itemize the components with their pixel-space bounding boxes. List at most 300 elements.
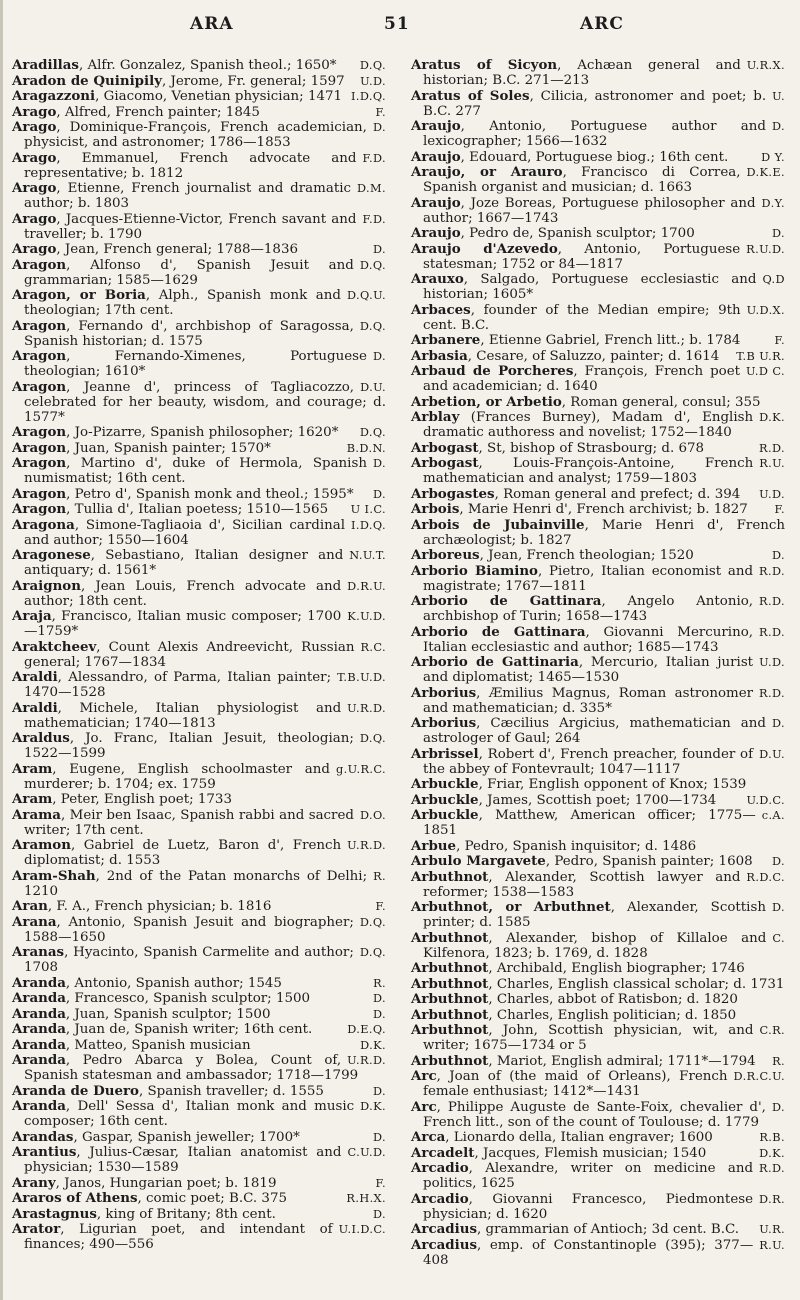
source-codes: D. [771, 549, 785, 562]
source-codes: D. [372, 1084, 386, 1098]
entry-name: Arbogast [411, 439, 479, 456]
source-codes: D.Q. [359, 946, 386, 959]
source-codes: U.R.D. [347, 839, 386, 852]
entry-text: , Ligurian poet, and intendant of finances; 490—556 [24, 1222, 333, 1252]
entry-name: Arbois [411, 501, 460, 517]
entry-name: Aratus of Soles [411, 87, 530, 104]
dictionary-entry [411, 747, 785, 777]
entry-name: Araignon [12, 577, 81, 594]
entry-text: , Marie Henri d', French archæologist; b. 1827 [423, 517, 785, 548]
entry-name: Araujo, or Arauro [411, 164, 563, 180]
source-codes: F. [375, 1176, 386, 1190]
source-codes: C.U.D. [347, 1146, 386, 1159]
dictionary-entry [12, 808, 386, 838]
entry-name: Arbue [411, 837, 457, 854]
dictionary-entry [411, 333, 785, 348]
source-codes: Q.D [762, 273, 785, 286]
source-codes: D.U. [759, 747, 785, 761]
entry-text: , Giovanni Mercurino, Italian ecclesiastic and author; 1685—1743 [423, 624, 754, 655]
dictionary-entry [12, 915, 386, 945]
entry-text: , Alexandre, writer on medicine and politics, 1625 [423, 1161, 754, 1191]
entry-name: Arbois de Jubainville [411, 516, 585, 533]
entry-name: Aragon [12, 348, 67, 364]
dictionary-entry [12, 151, 386, 181]
dictionary-entry [12, 991, 386, 1006]
entry-name: Arbulo Margavete [411, 853, 546, 869]
source-codes: F.D. [362, 151, 386, 165]
dictionary-entry [411, 272, 785, 302]
dictionary-entry [411, 364, 785, 394]
entry-text: , Salgado, Portuguese ecclesiastic and historian; 1605* [423, 272, 757, 302]
entry-name: Aranda [12, 1021, 66, 1037]
dictionary-entry [411, 1130, 785, 1145]
source-codes: T.B U.R. [736, 349, 785, 363]
entry-text: , Antonio, Portuguese author and lexicographer; 1566—1632 [423, 119, 766, 149]
source-codes: D. [372, 992, 386, 1005]
dictionary-entry [411, 961, 785, 976]
dictionary-entry [411, 1146, 785, 1161]
source-codes: R.H.X. [346, 1192, 386, 1205]
entry-name: Arany [12, 1174, 56, 1191]
dictionary-entry [411, 196, 785, 226]
entry-text: , Edouard, Portuguese biog.; 16th cent. [460, 149, 729, 165]
entry-name: Arborio de Gattinara [411, 623, 586, 640]
entry-name: Arcadius [411, 1221, 477, 1237]
source-codes: D. [771, 717, 785, 730]
source-codes: D.K. [360, 1100, 386, 1113]
entry-name: Araros of Athens [12, 1190, 138, 1206]
dictionary-entry [12, 640, 386, 670]
entry-name: Aragazzoni [12, 88, 96, 104]
entry-name: Araldus [12, 730, 70, 746]
entry-name: Aranda de Duero [12, 1082, 139, 1099]
running-header [0, 14, 800, 44]
entry-text: , Jean, French general; 1788—1836 [56, 242, 298, 257]
source-codes: U.D.C. [746, 793, 785, 807]
source-codes: D.Q. [359, 319, 386, 333]
source-codes: D.R. [759, 1192, 785, 1206]
dictionary-entry [12, 425, 386, 440]
entry-text: , Tullia d', Italian poetess; 1510—1565 [66, 502, 329, 517]
entry-text: , Jacques-Etienne-Victor, French savant and traveller; b. 1790 [24, 211, 357, 242]
source-codes: F.D. [362, 212, 386, 226]
entry-text: , Antonio, Spanish Jesuit and biographer; 1588—1650 [24, 914, 354, 945]
dictionary-entry [411, 931, 785, 961]
entry-name: Arator [12, 1221, 61, 1237]
dictionary-entry [411, 625, 785, 655]
source-codes: D.Y. [761, 196, 785, 210]
entry-text: , Hyacinto, Spanish Carmelite and author; 1708 [24, 945, 354, 975]
dictionary-entry [411, 119, 785, 149]
entry-name: Araldi [12, 699, 58, 716]
entry-name: Arbuckle [411, 807, 479, 823]
source-codes: D.K. [759, 411, 785, 424]
entry-name: Aram-Shah [12, 867, 96, 884]
entry-text: , Simone-Tagliaoia d', Sicilian cardinal and author; 1550—1604 [24, 517, 345, 548]
entry-name: Aratus of Sicyon [411, 57, 558, 73]
entry-text: , Pietro, Italian economist and magistrate; 1767—1811 [423, 563, 754, 594]
dictionary-entry [12, 869, 386, 899]
entry-name: Arbasia [411, 347, 468, 364]
source-codes: R.U.D. [746, 242, 785, 256]
source-codes: U.D. [360, 74, 386, 88]
dictionary-entry [411, 1238, 785, 1268]
dictionary-entry [12, 120, 386, 150]
dictionary-entry [411, 303, 785, 333]
entry-text: , Gabriel de Luetz, Baron d', French diplomatist; d. 1553 [24, 838, 342, 868]
entry-name: Arantius [12, 1144, 77, 1160]
source-codes: D. [372, 1007, 386, 1021]
dictionary-entry [12, 731, 386, 761]
dictionary-entry [411, 456, 785, 486]
dictionary-entry [12, 1022, 386, 1037]
entry-text: , Juan, Spanish painter; 1570* [66, 440, 271, 456]
entry-text: , Dominique-François, French academician, physicist, and astronomer; 1786—1853 [24, 120, 367, 150]
source-codes: C.R. [759, 1024, 785, 1037]
entry-text: , Michele, Italian physiologist and mathematician; 1740—1813 [24, 700, 342, 731]
entry-name: Aranda [12, 1052, 66, 1068]
source-codes: D. [372, 350, 386, 363]
dictionary-entry [411, 839, 785, 854]
source-codes: R.D. [759, 625, 785, 639]
entry-name: Araujo [411, 118, 461, 134]
entry-name: Arago [12, 119, 57, 135]
entry-text: , Jo. Franc, Italian Jesuit, theologian; 1522—1599 [24, 731, 354, 761]
entry-name: Arbuthnot [411, 1006, 489, 1023]
entry-text: , Francisco di Correa, Spanish organist and musician; d. 1663 [423, 165, 741, 195]
source-codes: D.K.E. [746, 166, 785, 179]
entry-text: , Marie Henri d', French archivist; b. 1827 [459, 502, 748, 517]
entry-text: , Count Alexis Andreevicht, Russian general; 1767—1834 [24, 639, 355, 670]
source-codes: B.D.N. [346, 441, 386, 455]
source-codes: R.D. [759, 441, 785, 455]
entry-name: Arago [12, 149, 57, 166]
entry-text: , Giovanni Francesco, Piedmontese physician; d. 1620 [423, 1191, 754, 1222]
entry-name: Arago [12, 103, 57, 120]
header-right-guide: ARC [580, 14, 624, 34]
entry-name: Arbaces [411, 301, 471, 318]
entry-name: Arca [411, 1129, 446, 1145]
source-codes: I.D.Q. [351, 90, 386, 103]
entry-text: , Alfr. Gonzalez, Spanish theol.; 1650* [78, 58, 337, 73]
dictionary-entry [411, 441, 785, 456]
entry-name: Araja [12, 608, 52, 624]
entry-name: Arblay [411, 409, 460, 425]
dictionary-entry [411, 793, 785, 808]
source-codes: F. [375, 105, 386, 119]
dictionary-entry [12, 319, 386, 349]
entry-text: , Francisco, Italian music composer; 1700—1759* [24, 609, 342, 639]
entry-name: Aragon [12, 256, 67, 273]
entry-name: Araujo [411, 225, 461, 241]
entry-text: , Charles, English politician; d. 1850 [488, 1007, 737, 1023]
dictionary-entry [411, 502, 785, 517]
dictionary-entry [411, 686, 785, 716]
entry-name: Arbuthnot [411, 991, 489, 1007]
entry-name: Arborio de Gattinara [411, 593, 602, 609]
entry-text: , Alfonso d', Spanish Jesuit and grammarian; 1585—1629 [24, 257, 354, 288]
page-number: 51 [384, 14, 410, 34]
entry-text: , founder of the Median empire; 9th cent. B.C. [423, 302, 741, 333]
dictionary-entry [12, 1176, 386, 1191]
entry-text: , Matthew, American officer; 1775—1851 [423, 808, 756, 838]
entry-text: , Alexander, Scottish lawyer and reformer; 1538—1583 [423, 869, 741, 900]
source-codes: C. [772, 931, 785, 945]
dictionary-entry [411, 395, 785, 410]
entry-name: Arbuthnot [411, 960, 489, 976]
entry-name: Aram [12, 760, 53, 777]
entry-text: , Joan of (the maid of Orleans), French female enthusiast; 1412*—1431 [423, 1069, 728, 1099]
source-codes: D.Q. [359, 915, 386, 929]
source-codes: g.U.R.C. [335, 762, 386, 776]
entry-text: , St, bishop of Strasbourg; d. 678 [478, 440, 705, 456]
dictionary-entry [411, 487, 785, 502]
source-codes: D. [771, 855, 785, 868]
source-codes: U.R. [759, 1223, 785, 1236]
entry-name: Aranda [12, 1098, 66, 1114]
source-codes: c.A. [761, 809, 785, 822]
entry-name: Aranda [12, 990, 66, 1006]
dictionary-entry [411, 165, 785, 195]
source-codes: D. [372, 487, 386, 501]
entry-name: Arbuthnot [411, 929, 489, 946]
dictionary-entry [411, 1054, 785, 1069]
dictionary-entry [12, 945, 386, 975]
source-codes: D. [372, 1207, 386, 1221]
source-codes: R.U. [759, 1238, 785, 1252]
dictionary-entry [12, 899, 386, 914]
source-codes: F. [375, 900, 386, 913]
entry-name: Aramon [12, 837, 71, 853]
right-column [411, 58, 785, 1268]
dictionary-entry [411, 226, 785, 241]
dictionary-entry [12, 838, 386, 868]
source-codes: R.C. [360, 640, 386, 654]
entry-text: , Robert d', French preacher, founder of the abbey of Fontevrault; 1047—1117 [423, 746, 754, 777]
entry-text: , Cilicia, astronomer and poet; b. B.C. 277 [423, 88, 767, 119]
entry-name: Arbuthnot, or Arbuthnet [411, 899, 611, 915]
entry-name: Aragon [12, 317, 67, 334]
entry-name: Arbetion, or Arbetio [411, 393, 562, 410]
entry-text: , Archibald, English biographer; 1746 [488, 961, 745, 976]
entry-text: , Alessandro, of Parma, Italian painter; 1470—1528 [24, 670, 332, 700]
source-codes: R.D. [759, 686, 785, 700]
source-codes: D.Q. [359, 732, 386, 745]
entry-name: Arbuthnot [411, 975, 489, 992]
entry-text: , Lionardo della, Italian engraver; 1600 [445, 1130, 713, 1145]
source-codes: F. [774, 503, 785, 516]
dictionary-entry [12, 288, 386, 318]
entry-name: Araldi [12, 669, 58, 685]
dictionary-entry [411, 854, 785, 869]
entry-name: Aranda [12, 974, 66, 991]
entry-name: Arbrissel [411, 745, 479, 762]
entry-name: Aranas [12, 944, 65, 960]
entry-text: , Jean, French theologian; 1520 [479, 548, 694, 563]
dictionary-entry [12, 792, 386, 807]
entry-name: Aragon [12, 501, 67, 517]
dictionary-entry [411, 1222, 785, 1237]
entry-text: , Charles, abbot of Ratisbon; d. 1820 [488, 992, 738, 1007]
entry-name: Arandas [12, 1128, 74, 1145]
entry-name: Aram [12, 791, 53, 807]
entry-text: , Roman general, consul; 355 [561, 394, 761, 410]
entry-text: , Martino d', duke of Hermola, Spanish numismatist; 16th cent. [24, 456, 367, 486]
dictionary-entry [411, 564, 785, 594]
dictionary-entry [411, 655, 785, 685]
entry-text: , Pedro, Spanish painter; 1608 [545, 854, 753, 869]
source-codes: D. [372, 121, 386, 134]
entry-text: , Pedro, Spanish inquisitor; d. 1486 [456, 838, 697, 854]
dictionary-entry [12, 258, 386, 288]
entry-text: , Jerome, Fr. general; 1597 [161, 73, 345, 89]
entry-text: , François, French poet and academician; d. 1640 [423, 364, 741, 394]
entry-name: Arbaud de Porcheres [411, 363, 574, 379]
source-codes: U.D. [759, 656, 785, 669]
source-codes: D.E.Q. [347, 1023, 386, 1036]
dictionary-entry [12, 1130, 386, 1145]
entry-name: Aranda [12, 1005, 66, 1022]
source-codes: D.R.C.U. [733, 1070, 785, 1083]
entry-text: , Achæan general and historian; B.C. 271—213 [423, 58, 741, 88]
source-codes: D.M. [356, 182, 386, 195]
entry-text: , Julius-Cæsar, Italian anatomist and physician; 1530—1589 [24, 1145, 342, 1175]
entry-name: Arc [411, 1068, 437, 1084]
entry-text: , Etienne, French journalist and dramatic author; b. 1803 [24, 181, 351, 211]
entry-name: Araktcheev [12, 638, 97, 655]
entry-name: Arbogastes [411, 485, 495, 502]
source-codes: R.D.C. [746, 870, 785, 884]
entry-text: , Emmanuel, French advocate and representative; b. 1812 [24, 150, 357, 181]
entry-text: , Alfred, French painter; 1845 [56, 104, 260, 120]
source-codes: U I.C. [350, 503, 386, 516]
entry-text: , Pedro Abarca y Bolea, Count of, Spanish statesman and ambassador; 1718—1799 [24, 1053, 359, 1083]
entry-text: , Matteo, Spanish musician [65, 1037, 251, 1053]
source-codes: D.Q. [359, 426, 386, 439]
dictionary-entry [12, 181, 386, 211]
entry-text: , king of Britany; 8th cent. [96, 1206, 276, 1222]
dictionary-entry [411, 977, 785, 992]
dictionary-entry [12, 548, 386, 578]
entry-name: Araujo d'Azevedo [411, 240, 558, 257]
entry-text: , Antonio, Portuguese statesman; 1752 or 84—1817 [423, 241, 741, 272]
source-codes: U. [772, 89, 785, 103]
source-codes: T.B.U.D. [337, 671, 386, 684]
source-codes: R. [373, 976, 386, 990]
source-codes: U.D C. [746, 365, 785, 378]
entry-name: Arborio de Gattinaria [411, 654, 579, 670]
source-codes: U.D.X. [746, 303, 785, 317]
entry-text: , Etienne Gabriel, French litt.; b. 1784 [480, 333, 741, 348]
source-codes: U.R.D. [347, 701, 386, 715]
entry-name: Aragon [12, 378, 67, 395]
source-codes: D. [771, 901, 785, 914]
entry-name: Aradillas [12, 57, 79, 73]
source-codes: D. [771, 1100, 785, 1114]
entry-text: , F. A., French physician; b. 1816 [47, 899, 272, 914]
dictionary-entry [12, 212, 386, 242]
entry-name: Aragona [12, 516, 75, 533]
entry-name: Arboreus [411, 547, 480, 563]
dictionary-entry [411, 518, 785, 548]
entry-name: Arauxo [411, 271, 464, 287]
left-column [12, 58, 386, 1253]
source-codes: D.O. [359, 808, 386, 822]
source-codes: R.D. [759, 564, 785, 578]
dictionary-entry [411, 777, 785, 792]
dictionary-entry [12, 380, 386, 425]
source-codes: D.U. [360, 380, 386, 394]
dictionary-entry [12, 1222, 386, 1252]
dictionary-entry [411, 1008, 785, 1023]
dictionary-entry [12, 487, 386, 502]
dictionary-entry [411, 1069, 785, 1099]
entry-text: , Alexander, bishop of Killaloe and Kilfenora, 1823; b. 1769, d. 1828 [423, 930, 767, 961]
entry-name: Arborio Biamino [411, 562, 538, 579]
entry-text: , Spanish traveller; d. 1555 [138, 1083, 324, 1099]
source-codes: R. [373, 869, 386, 883]
source-codes: D.Q. [359, 59, 386, 72]
dictionary-entry [12, 518, 386, 548]
dictionary-entry [12, 762, 386, 792]
entry-text: , Jeanne d', princess of Tagliacozzo, celebrated for her beauty, wisdom, and courage; d. 1577* [24, 379, 386, 425]
source-codes: D. [372, 457, 386, 470]
dictionary-entry [12, 89, 386, 104]
source-codes: R.D. [759, 1162, 785, 1175]
dictionary-entry [12, 1207, 386, 1222]
dictionary-entry [12, 74, 386, 89]
dictionary-entry [411, 1023, 785, 1053]
entry-name: Aragonese [12, 547, 91, 563]
dictionary-entry [411, 992, 785, 1007]
source-codes: D. [372, 1130, 386, 1144]
page-edge [0, 0, 3, 1300]
entry-name: Arbuckle [411, 791, 479, 808]
source-codes: D.Q. [359, 258, 386, 272]
source-codes: D Y. [761, 150, 785, 164]
source-codes: R.D. [759, 595, 785, 608]
dictionary-entry [411, 349, 785, 364]
entry-text: , Jo-Pizarre, Spanish philosopher; 1620* [66, 425, 339, 440]
entry-text: , Angelo Antonio, archbishop of Turin; 1658—1743 [423, 594, 754, 624]
dictionary-entry [411, 594, 785, 624]
entry-name: Arbuckle [411, 776, 479, 792]
entry-text: , Alph., Spanish monk and theologian; 17th cent. [24, 288, 341, 318]
entry-text: , Pedro de, Spanish sculptor; 1700 [460, 226, 695, 241]
entry-text: , Juan, Spanish sculptor; 1500 [65, 1006, 271, 1022]
entry-text: , Louis-François-Antoine, French mathematician and analyst; 1759—1803 [423, 456, 754, 486]
entry-text: , Janos, Hungarian poet; b. 1819 [55, 1175, 277, 1191]
entry-text: , Petro d', Spanish monk and theol.; 1595* [66, 486, 354, 502]
dictionary-entry [12, 579, 386, 609]
entry-text: , Juan de, Spanish writer; 16th cent. [65, 1022, 313, 1037]
entry-text: , Jacques, Flemish musician; 1540 [474, 1145, 707, 1161]
source-codes: D. [771, 227, 785, 240]
entry-text: , John, Scottish physician, wit, and writer; 1675—1734 or 5 [423, 1023, 754, 1053]
dictionary-entry [411, 89, 785, 119]
entry-name: Arago [12, 210, 57, 227]
entry-name: Arbanere [411, 332, 481, 348]
entry-text: , Sebastiano, Italian designer and antiquary; d. 1561* [24, 548, 344, 578]
source-codes: R.U. [759, 457, 785, 470]
dictionary-entry [411, 410, 785, 440]
entry-text: , Roman general and prefect; d. 394 [494, 486, 741, 502]
source-codes: I.D.Q. [351, 518, 386, 532]
dictionary-entry [411, 716, 785, 746]
dictionary-entry [411, 1100, 785, 1130]
dictionary-entry [12, 976, 386, 991]
entry-name: Aran [12, 898, 48, 914]
